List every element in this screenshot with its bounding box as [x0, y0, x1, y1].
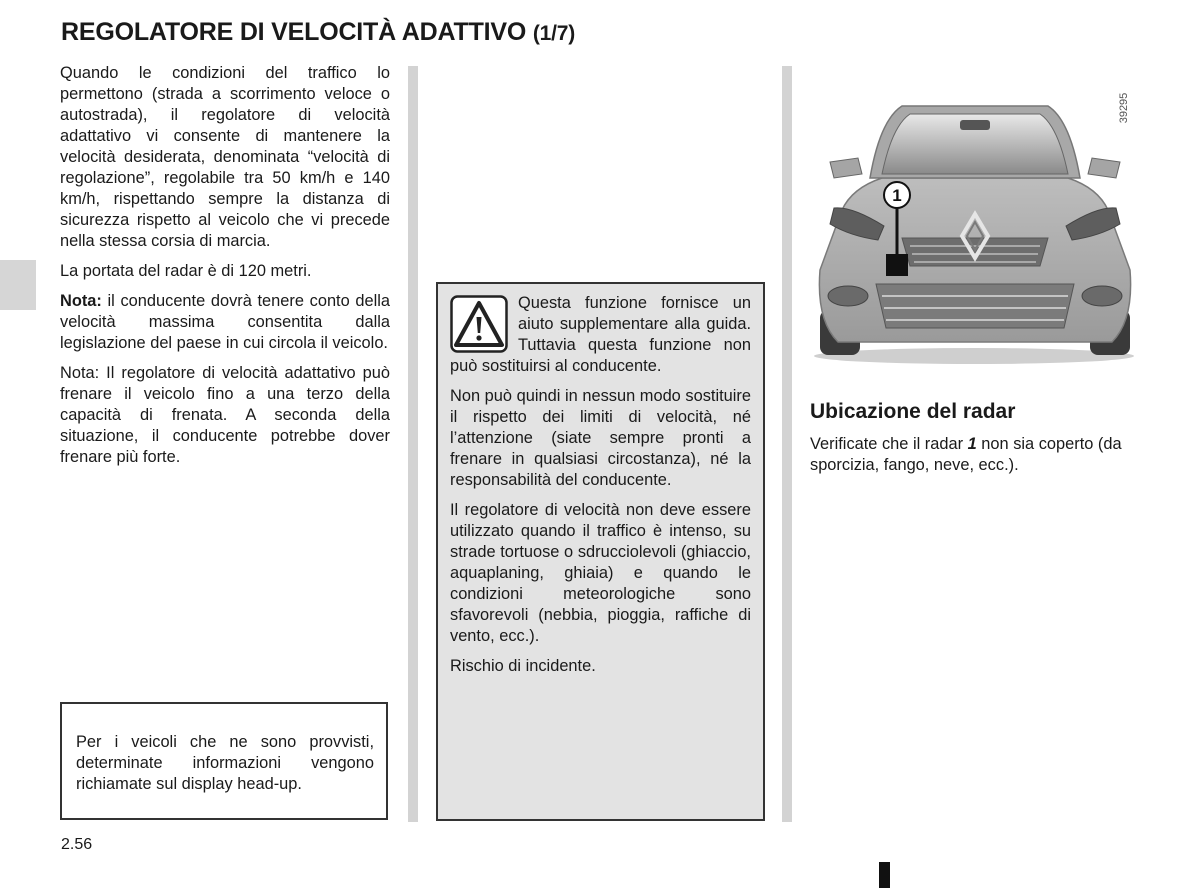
warning-paragraph: Rischio di incidente. [450, 657, 596, 675]
note-label: Nota: [60, 292, 102, 310]
warning-paragraph: Il regolatore di velocità non deve essere utilizzato quando il traffico è intenso, su strade tortuose o sdrucciolevoli (ghiaccio, aquaplaning, ghiaia) e quando le condizioni meteorologiche sono sfavorevoli (nebbia, pioggia, raffiche di vento, ecc.). [450, 501, 751, 645]
page-title [61, 18, 575, 47]
radar-callout-number: 1 [892, 186, 902, 205]
braking-note-paragraph: Nota: Il regolatore di velocità adattativo può frenare il veicolo fino a una terzo della capacità di frenata. A seconda della situazione, il conducente potrebbe dover frenare più forte. [60, 364, 390, 466]
note-paragraph [60, 291, 390, 354]
left-column [60, 63, 390, 477]
radar-sensor-marker [886, 254, 908, 276]
warning-box [436, 282, 765, 821]
column-divider-bar [782, 66, 792, 822]
radar-range-paragraph: La portata del radar è di 120 metri. [60, 262, 312, 280]
radar-location-text [810, 434, 1150, 476]
warning-paragraph: Non può quindi in nessun modo sostituire il rispetto dei limiti di velocità, né l’attenzione (siate sempre pronti a frenare in qualsiasi circostanza), né la responsabilità del conducente. [450, 387, 751, 489]
intro-paragraph: Quando le condizioni del traffico lo permettono (strada a scorrimento veloce o autostrada), il regolatore di velocità adattativo vi consente di mantenere la velocità desiderata, denominata “velocità di regolazione”, regolabile tra 50 km/h e 140 km/h, rispettando sempre la distanza di sicurezza rispetto al veicolo che vi precede nella stessa corsia di marcia. [60, 64, 390, 250]
note-text: il conducente dovrà tenere conto della velocità massima consentita dalla legislazione del paese in cui circola il veicolo. [60, 292, 390, 352]
car-front-illustration [812, 70, 1138, 364]
warning-paragraph: Questa funzione fornisce un aiuto supplementare alla guida. Tuttavia questa funzione non può sostituirsi al conducente. [450, 294, 751, 375]
warning-triangle-icon [450, 295, 508, 353]
radar-text-part: non sia coperto (da sporcizia, fango, neve, ecc.). [810, 435, 1122, 474]
image-code: 39295 [1118, 92, 1130, 124]
page-number: 2.56 [61, 836, 93, 853]
page-edge-marker [879, 862, 890, 888]
radar-reference-number: 1 [967, 435, 977, 453]
radar-location-heading: Ubicazione del radar [810, 400, 1016, 423]
radar-text-part: Verificate che il radar [810, 435, 968, 453]
head-up-display-note-text: Per i veicoli che ne sono provvisti, determinate informazioni vengono richiamate sul display head-up. [76, 733, 374, 793]
chapter-side-tab [0, 260, 36, 310]
head-up-display-note-box [60, 702, 388, 820]
title-text: REGOLATORE DI VELOCITÀ ADATTIVO [61, 18, 527, 46]
column-divider-bar [408, 66, 418, 822]
title-page-counter: (1/7) [532, 22, 576, 45]
